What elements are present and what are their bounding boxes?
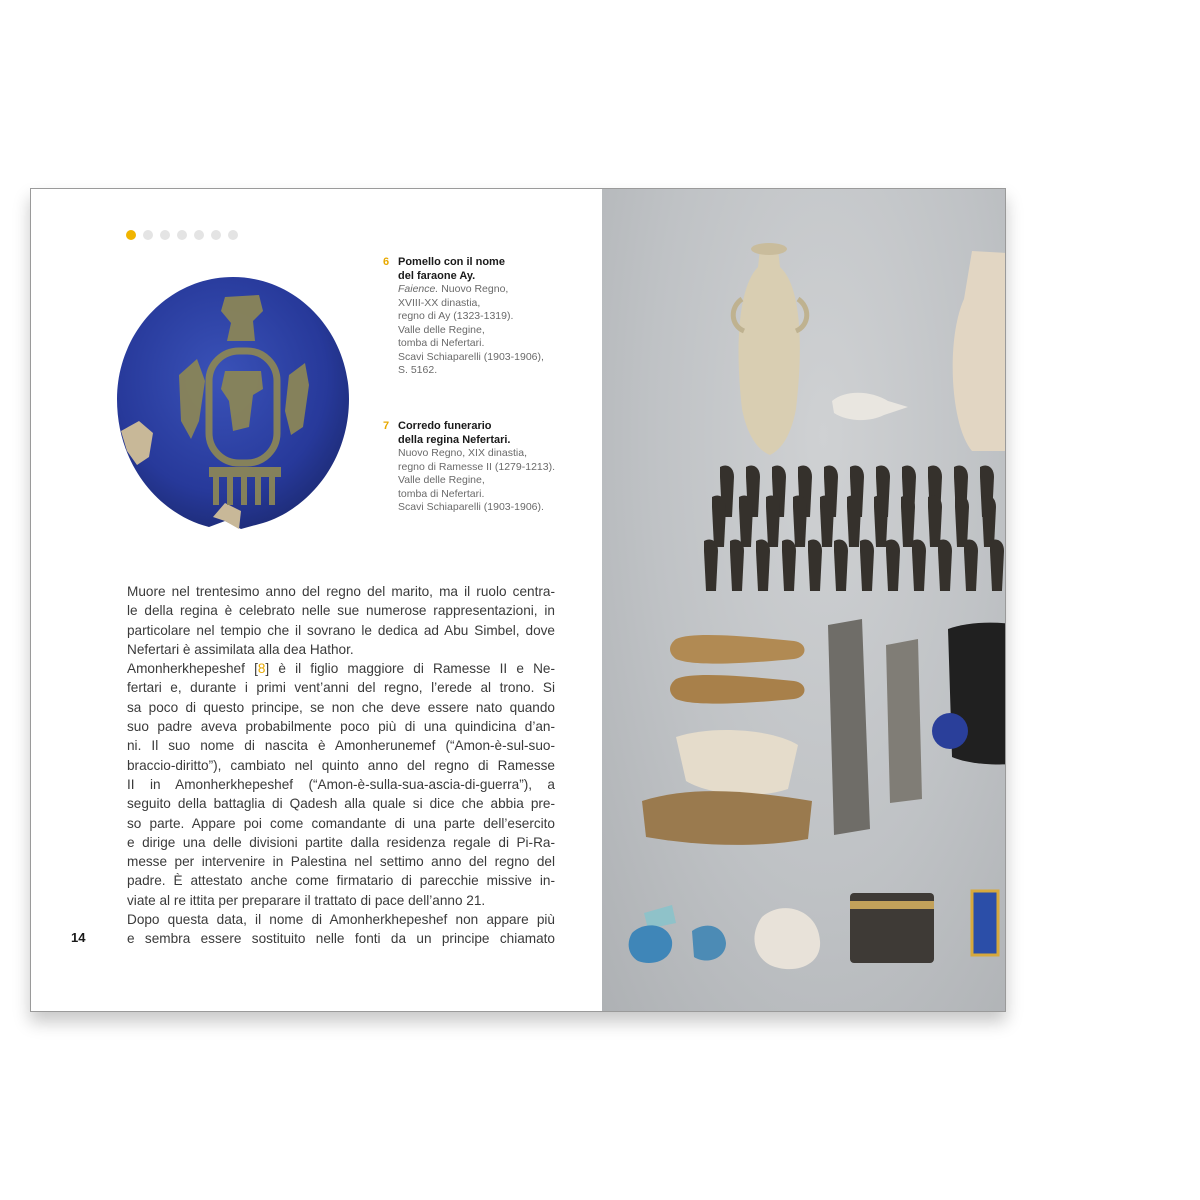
body-line: Nefertari è assimilata alla dea Hathor. <box>127 641 354 657</box>
body-line: II in Amonherkhepeshef (“Amon-è-sulla-sua-ascia-di-guerra”), a <box>127 776 555 792</box>
caption-detail-line: Valle delle Regine, <box>398 323 485 336</box>
shabti-figure <box>847 495 861 547</box>
shabti-figure <box>912 539 926 591</box>
shabti-figure <box>928 495 942 547</box>
body-line: particolare nel tempio che il sovrano le dedica ad Abu Simbel, dove <box>127 622 555 638</box>
pagination-dot <box>143 230 153 240</box>
pagination-dot <box>160 230 170 240</box>
shabti-figure <box>793 495 807 547</box>
body-line: Muore nel trentesimo anno del regno del marito, ma il ruolo centra- <box>127 584 555 599</box>
body-line: messe per intervenire in Palestina nel settimo anno del regno del <box>127 854 555 870</box>
figure-reference[interactable]: 8 <box>257 661 266 677</box>
caption <box>383 420 583 515</box>
caption-detail-line: Faience. Nuovo Regno, <box>398 283 509 295</box>
shabti-figure <box>808 539 822 591</box>
shabti-figure <box>860 539 874 591</box>
pagination-dot <box>211 230 221 240</box>
shabti-figure <box>886 539 900 591</box>
body-line: seguito della battaglia di Qadesh alla quale si dice che abbia pre- <box>127 796 555 812</box>
left-page <box>31 189 602 1011</box>
caption-number: 6 <box>383 256 390 268</box>
caption-title: Pomello con il nome del faraone Ay. <box>398 256 505 282</box>
shabti-figure <box>766 495 780 547</box>
right-page <box>602 189 1005 1011</box>
body-line: suo padre aveva probabilmente poco più di una quindicina d’an- <box>127 719 555 735</box>
caption-detail-line: Valle delle Regine, <box>398 474 485 486</box>
body-line: viate al re ittita per preparare il trattato di pace dell’anno 21. <box>127 892 486 908</box>
shabti-figure <box>756 539 770 591</box>
body-text <box>127 582 555 949</box>
shabti-figure <box>704 539 718 591</box>
body-line: braccio-diritto”), cambiato nel quinto anno del regno di Ramesse <box>127 757 555 773</box>
shabti-figure <box>730 539 744 591</box>
caption-title: Corredo funerario della regina Nefertari. <box>398 420 511 446</box>
caption-detail-line: regno di Ay (1323-1319). <box>398 310 514 322</box>
shabti-figure <box>955 495 969 547</box>
pagination-dot <box>228 230 238 240</box>
pagination-dot <box>126 230 136 240</box>
body-line: padre. È attestato anche come firmatario di parecchie missive in- <box>127 873 555 889</box>
shabti-figure <box>938 539 952 591</box>
shabti-figure <box>874 495 888 547</box>
caption-detail-line: Nuovo Regno, XIX dinastia, <box>398 447 527 459</box>
caption-detail-line: Scavi Schiaparelli (1903-1906). <box>398 501 544 513</box>
body-line: ni. Il suo nome di nascita è Amonherunemef (“Amon-è-sul-suo- <box>127 738 555 754</box>
body-line: so parte. Appare poi come comandante di una parte dell’esercito <box>127 815 555 831</box>
shabti-figure <box>782 539 796 591</box>
caption-number: 7 <box>383 420 390 432</box>
shabti-figure <box>982 495 996 547</box>
body-line: Amonherkhepeshef [8] è il figlio maggiore di Ramesse II e Ne- <box>127 661 555 677</box>
shabti-figure <box>901 495 915 547</box>
pagination-dots <box>126 230 238 240</box>
page-number: 14 <box>71 930 86 945</box>
caption <box>383 256 583 378</box>
body-line: le della regina è celebrato nelle sue numerose rappresentazioni, in <box>127 603 555 619</box>
caption-detail-line: tomba di Nefertari. <box>398 337 485 349</box>
shabti-figure <box>834 539 848 591</box>
shabti-figure <box>820 495 834 547</box>
caption-detail-line: tomba di Nefertari. <box>398 487 485 500</box>
shabti-figure <box>964 539 978 591</box>
lapis-knob-image <box>113 271 353 533</box>
pagination-dot <box>194 230 204 240</box>
body-line: Dopo questa data, il nome di Amonherkhepeshef non appare più <box>127 912 555 928</box>
caption-detail-line: regno di Ramesse II (1279-1213). <box>398 460 556 473</box>
shabti-figure <box>739 495 753 547</box>
body-line: fertari e, durante i primi vent’anni del regno, l’erede al trono. Si <box>127 680 555 696</box>
book-spread <box>30 188 1006 1012</box>
funerary-equipment-photo <box>602 189 1005 1011</box>
body-line: sa poco di questo principe, se non che deve essere nato quando <box>127 699 555 715</box>
caption-detail-line: Scavi Schiaparelli (1903-1906), <box>398 350 544 363</box>
caption-detail-line: XVIII-XX dinastia, <box>398 296 481 309</box>
pagination-dot <box>177 230 187 240</box>
body-line: e dirige una delle divisioni partite dalla residenza regale di Pi-Ra- <box>127 834 555 850</box>
body-line: e sembra essere sostituito nelle fonti da un principe chiamato <box>127 931 555 947</box>
caption-detail-line: S. 5162. <box>398 364 438 376</box>
shabti-figure <box>712 495 726 547</box>
shabti-figure <box>990 539 1004 591</box>
